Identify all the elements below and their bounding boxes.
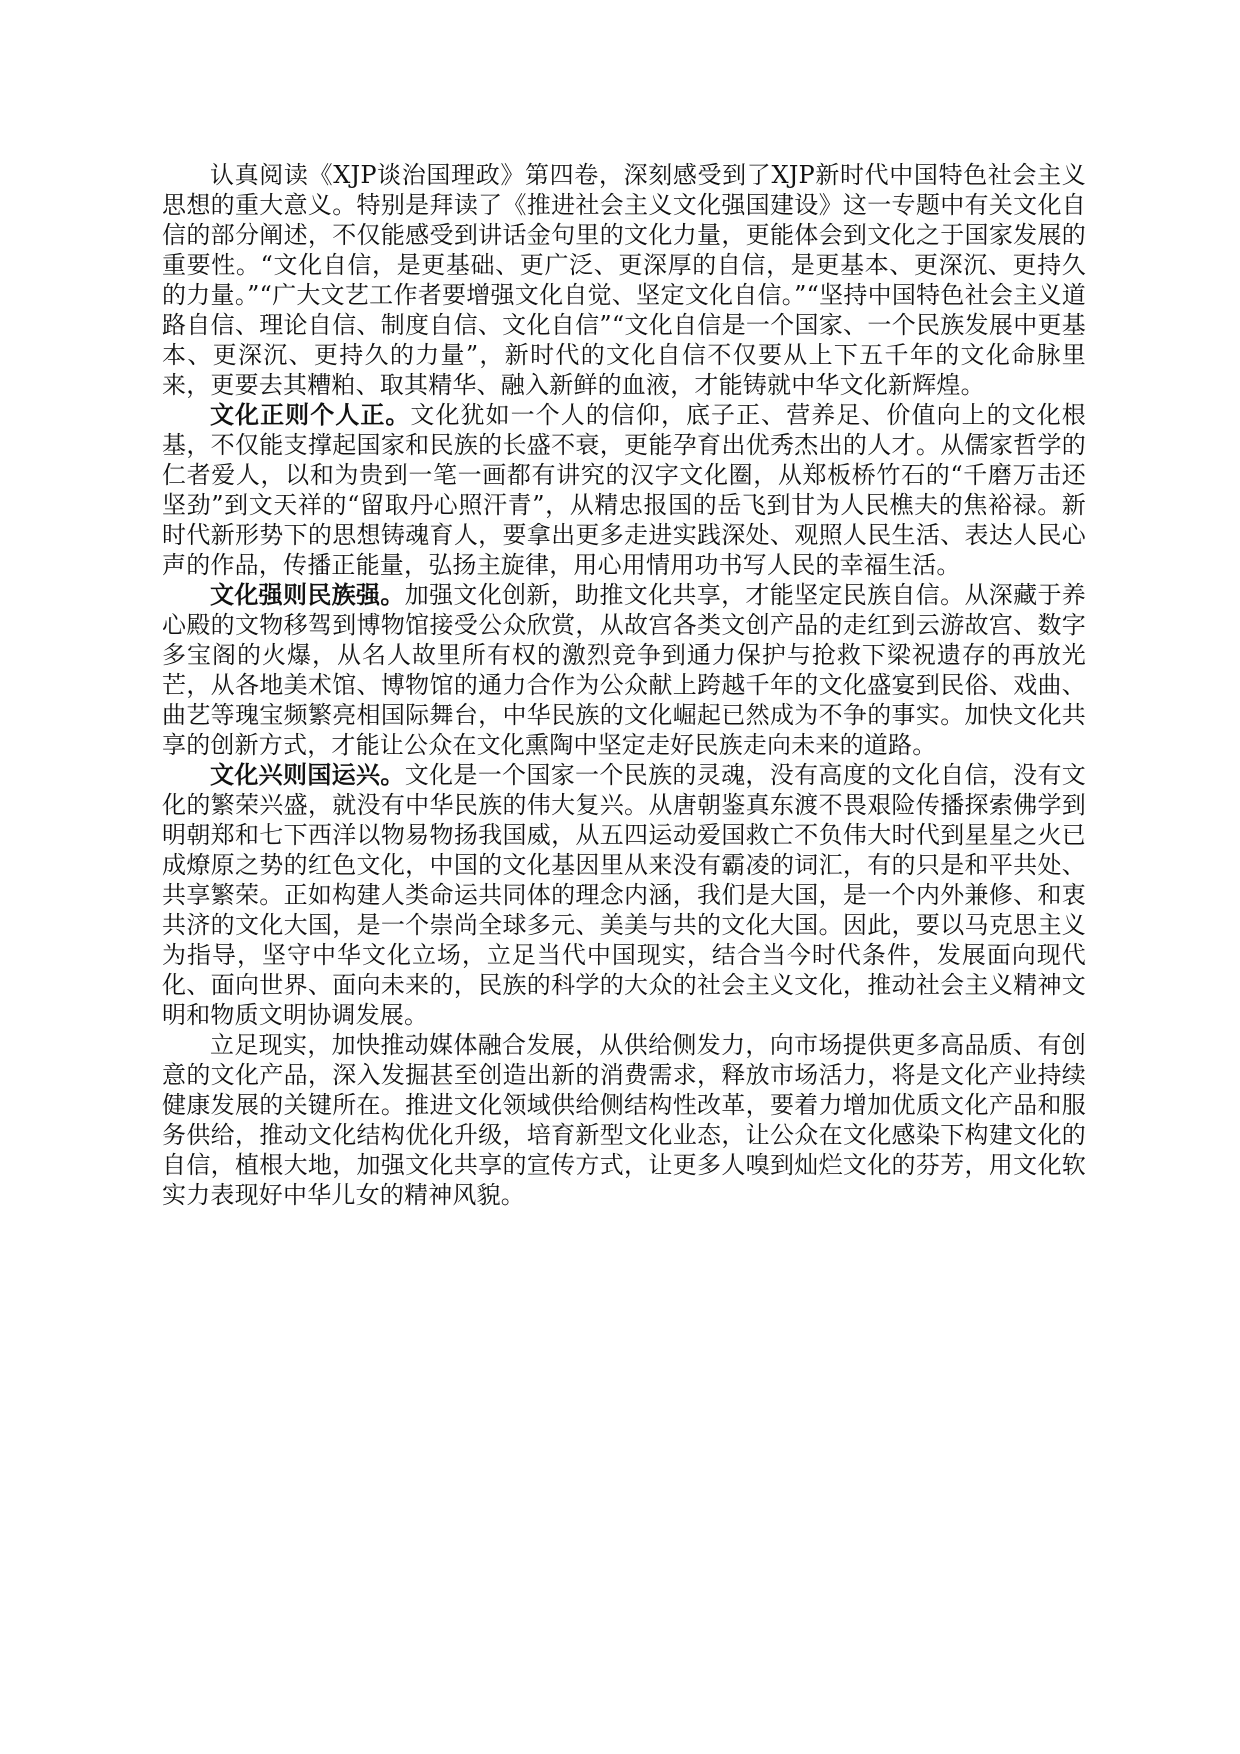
paragraph-lead-heading: 文化强则民族强。 <box>210 581 405 609</box>
paragraph-text: 认真阅读《XJP谈治国理政》第四卷，深刻感受到了XJP新时代中国特色社会主义思想的重大意义。特别是拜读了《推进社会主义文化强国建设》这一专题中有关文化自信的部分阐述，不仅能感受到讲话金句里的文化力量，更能体会到文化之于国家发展的重要性。“文化自信，是更基础、更广泛、更深厚的自信，是更基本、更深沉、更持久的力量。”“广大文艺工作者要增强文化自觉、坚定文化自信。”“坚持中国特色社会主义道路自信、理论自信、制度自信、文化自信”“文化自信是一个国家、一个民族发展中更基本、更深沉、更持久的力量”，新时代的文化自信不仅要从上下五千年的文化命脉里来，更要去其糟粕、取其精华、融入新鲜的血液，才能铸就中华文化新辉煌。 <box>162 161 1086 399</box>
paragraph-text: 文化是一个国家一个民族的灵魂，没有高度的文化自信，没有文化的繁荣兴盛，就没有中华民族的伟大复兴。从唐朝鉴真东渡不畏艰险传播探索佛学到明朝郑和七下西洋以物易物扬我国威，从五四运动爱国救亡不负伟大时代到星星之火已成燎原之势的红色文化，中国的文化基因里从来没有霸凌的词汇，有的只是和平共处、共享繁荣。正如构建人类命运共同体的理念内涵，我们是大国，是一个内外兼修、和衷共济的文化大国，是一个崇尚全球多元、美美与共的文化大国。因此，要以马克思主义为指导，坚守中华文化立场，立足当代中国现实，结合当今时代条件，发展面向现代化、面向世界、面向未来的，民族的科学的大众的社会主义文化，推动社会主义精神文明和物质文明协调发展。 <box>162 761 1086 1029</box>
paragraph-conclusion <box>162 1030 1086 1210</box>
paragraph-text: 文化犹如一个人的信仰，底子正、营养足、价值向上的文化根基，不仅能支撑起国家和民族的长盛不衰，更能孕育出优秀杰出的人才。从儒家哲学的仁者爱人，以和为贵到一笔一画都有讲究的汉字文化圈，从郑板桥竹石的“千磨万击还坚劲”到文天祥的“留取丹心照汗青”，从精忠报国的岳飞到甘为人民樵夫的焦裕禄。新时代新形势下的思想铸魂育人，要拿出更多走进实践深处、观照人民生活、表达人民心声的作品，传播正能量，弘扬主旋律，用心用情用功书写人民的幸福生活。 <box>162 401 1086 579</box>
paragraph-intro <box>162 160 1086 400</box>
document-body <box>162 160 1086 1210</box>
paragraph-text: 加强文化创新，助推文化共享，才能坚定民族自信。从深藏于养心殿的文物移驾到博物馆接受公众欣赏，从故宫各类文创产品的走红到云游故宫、数字多宝阁的火爆，从名人故里所有权的激烈竞争到通力保护与抢救下梁祝遗存的再放光芒，从各地美术馆、博物馆的通力合作为公众献上跨越千年的文化盛宴到民俗、戏曲、曲艺等瑰宝频繁亮相国际舞台，中华民族的文化崛起已然成为不争的事实。加快文化共享的创新方式，才能让公众在文化熏陶中坚定走好民族走向未来的道路。 <box>162 581 1086 759</box>
paragraph-lead-heading: 文化正则个人正。 <box>210 401 411 429</box>
paragraph-text: 立足现实，加快推动媒体融合发展，从供给侧发力，向市场提供更多高品质、有创意的文化产品，深入发掘甚至创造出新的消费需求，释放市场活力，将是文化产业持续健康发展的关键所在。推进文化领域供给侧结构性改革，要着力增加优质文化产品和服务供给，推动文化结构优化升级，培育新型文化业态，让公众在文化感染下构建文化的自信，植根大地，加强文化共享的宣传方式，让更多人嗅到灿烂文化的芬芳，用文化软实力表现好中华儿女的精神风貌。 <box>162 1031 1086 1209</box>
paragraph-culture-country <box>162 760 1086 1030</box>
paragraph-culture-nation <box>162 580 1086 760</box>
paragraph-culture-person <box>162 400 1086 580</box>
paragraph-lead-heading: 文化兴则国运兴。 <box>210 761 405 789</box>
